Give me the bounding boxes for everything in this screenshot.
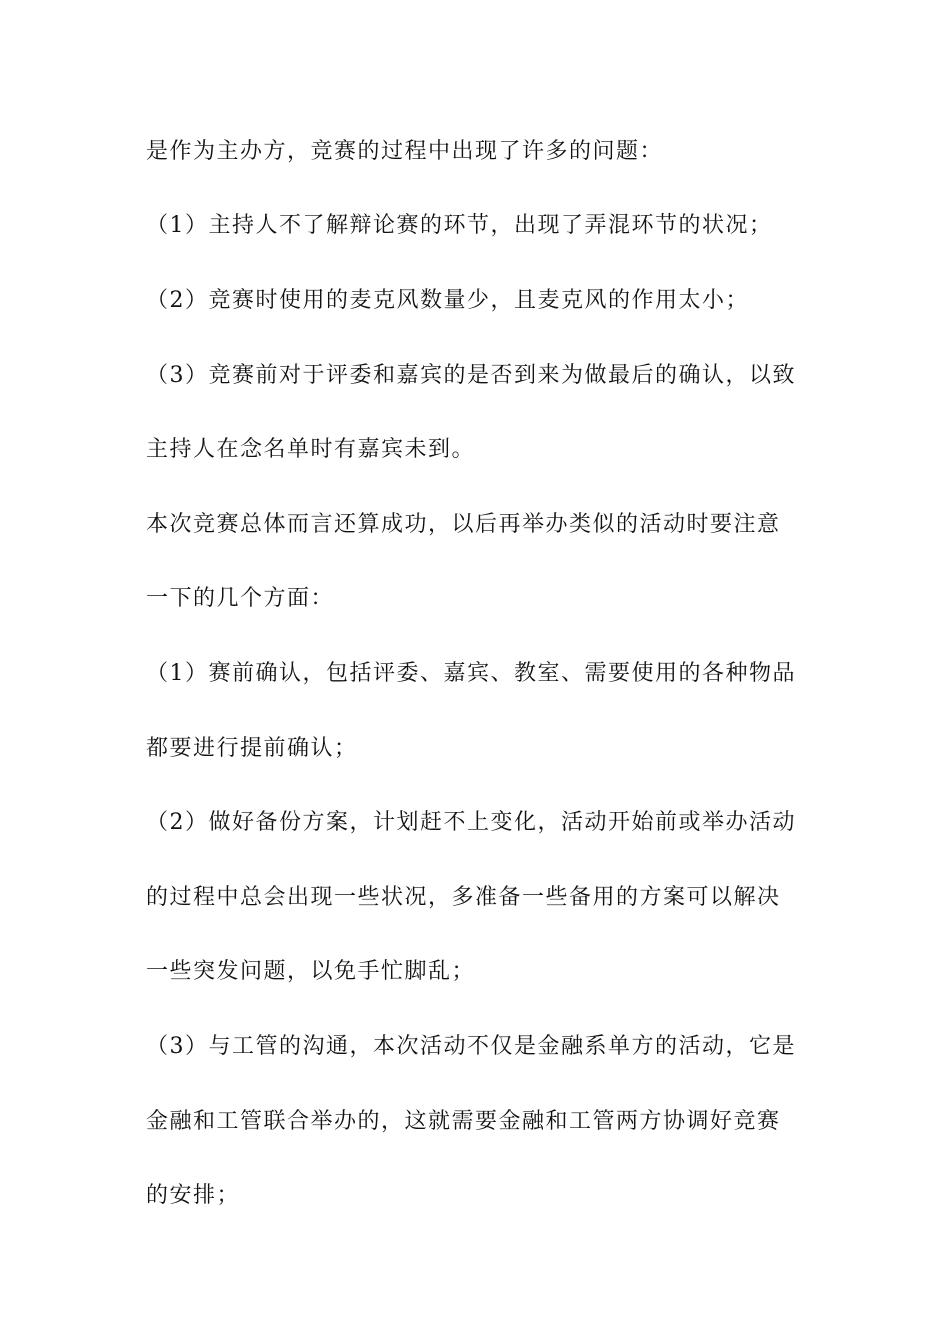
text-line-2: （1）主持人不了解辩论赛的环节，出现了弄混环节的状况； bbox=[146, 213, 773, 238]
text-line-1: 是作为主办方，竞赛的过程中出现了许多的问题： bbox=[146, 139, 664, 164]
text-line-7: 一下的几个方面： bbox=[146, 586, 335, 611]
text-line-14: 金融和工管联合举办的，这就需要金融和工管两方协调好竞赛 bbox=[146, 1109, 781, 1134]
text-line-4: （3）竞赛前对于评委和嘉宾的是否到来为做最后的确认，以致 bbox=[146, 363, 796, 388]
text-line-11: 的过程中总会出现一些状况，多准备一些备用的方案可以解决 bbox=[146, 885, 781, 910]
text-line-6: 本次竞赛总体而言还算成功，以后再举办类似的活动时要注意 bbox=[146, 512, 781, 537]
text-line-12: 一些突发问题，以免手忙脚乱； bbox=[146, 959, 476, 984]
text-line-15: 的安排； bbox=[146, 1183, 241, 1208]
text-line-8: （1）赛前确认，包括评委、嘉宾、教室、需要使用的各种物品 bbox=[146, 661, 796, 686]
text-line-5: 主持人在念名单时有嘉宾未到。 bbox=[146, 437, 476, 462]
text-line-10: （2）做好备份方案，计划赶不上变化，活动开始前或举办活动 bbox=[146, 810, 796, 835]
text-line-13: （3）与工管的沟通，本次活动不仅是金融系单方的活动，它是 bbox=[146, 1034, 796, 1059]
text-line-3: （2）竞赛时使用的麦克风数量少，且麦克风的作用太小； bbox=[146, 288, 749, 313]
text-line-9: 都要进行提前确认； bbox=[146, 736, 358, 761]
